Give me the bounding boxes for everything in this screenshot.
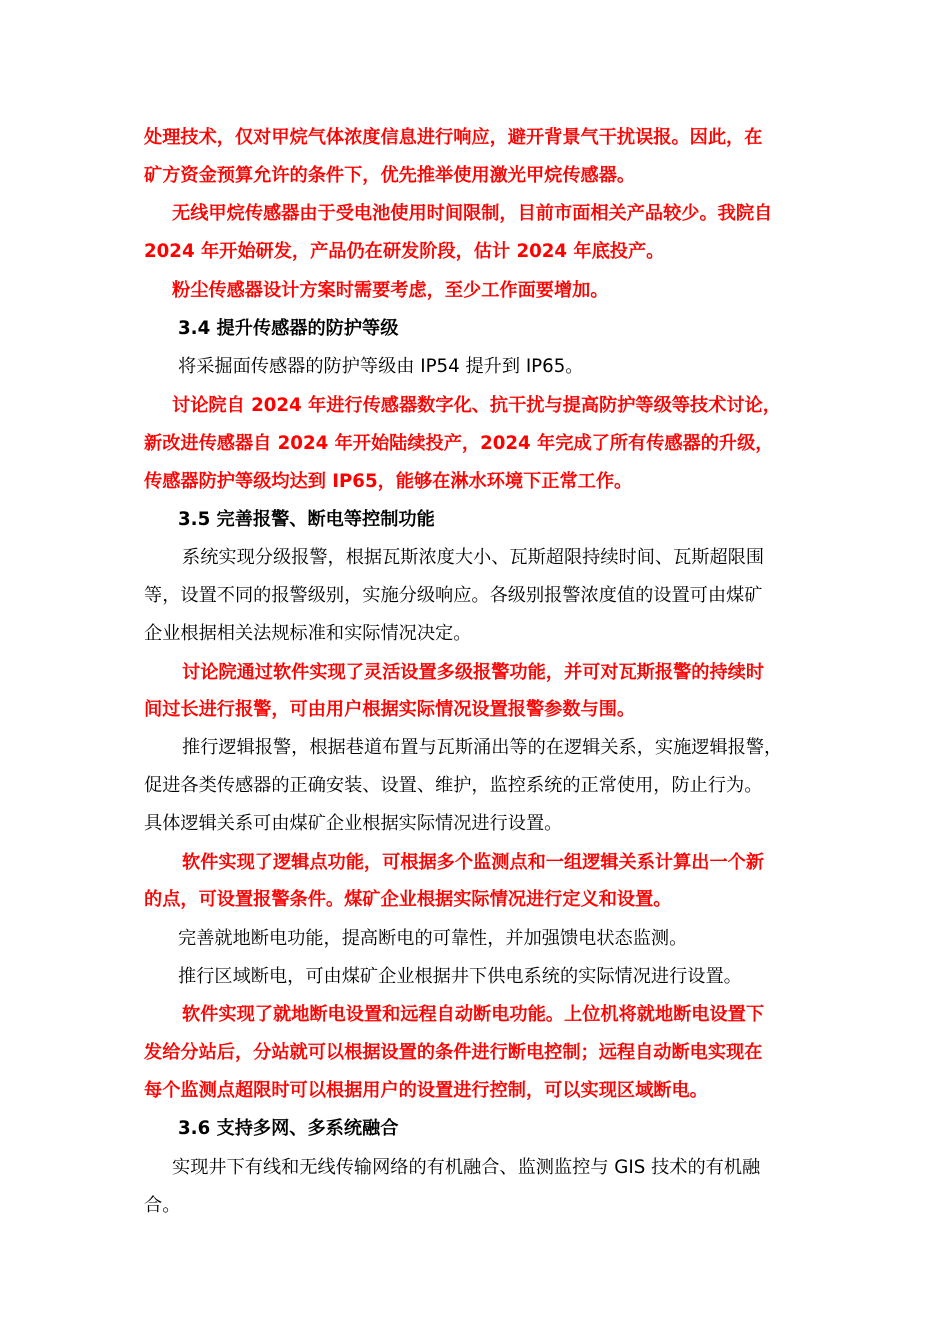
- para-laser-methane-line-2: 矿方资金预算允许的条件下，优先推举使用激光甲烷传感器。: [144, 165, 636, 186]
- para-protection-discussion-line-1: 讨论院自 2024 年进行传感器数字化、抗干扰与提高防护等级等技术讨论，: [172, 395, 781, 416]
- section-heading-3-6: 3.6 支持多网、多系统融合: [178, 1118, 399, 1139]
- para-graded-alarm-line-3: 企业根据相关法规标准和实际情况决定。: [144, 623, 472, 644]
- para-alarm-discussion-line-1: 讨论院通过软件实现了灵活设置多级报警功能，并可对瓦斯报警的持续时: [182, 662, 765, 683]
- para-alarm-discussion-line-2: 间过长进行报警，可由用户根据实际情况设置报警参数与围。: [144, 699, 636, 720]
- para-logic-point-line-1: 软件实现了逻辑点功能，可根据多个监测点和一组逻辑关系计算出一个新: [182, 852, 765, 873]
- para-power-cut-software-line-1: 软件实现了就地断电设置和远程自动断电功能。上位机将就地断电设置下: [182, 1004, 765, 1025]
- para-power-cut-software-line-2: 发给分站后，分站就可以根据设置的条件进行断电控制；远程自动断电实现在: [144, 1042, 763, 1063]
- para-protection-discussion-line-2: 新改进传感器自 2024 年开始陆续投产，2024 年完成了所有传感器的升级，: [144, 433, 774, 454]
- para-local-power-cut: 完善就地断电功能，提高断电的可靠性，并加强馈电状态监测。: [178, 928, 688, 949]
- para-network-fusion-line-2: 合。: [144, 1195, 181, 1216]
- para-power-cut-software-line-3: 每个监测点超限时可以根据用户的设置进行控制，可以实现区域断电。: [144, 1080, 708, 1101]
- para-logic-point-line-2: 的点，可设置报警条件。煤矿企业根据实际情况进行定义和设置。: [144, 889, 672, 910]
- para-graded-alarm-line-1: 系统实现分级报警，根据瓦斯浓度大小、瓦斯超限持续时间、瓦斯超限围: [182, 547, 765, 568]
- para-graded-alarm-line-2: 等，设置不同的报警级别，实施分级响应。各级别报警浓度值的设置可由煤矿: [144, 585, 763, 606]
- para-wireless-sensor-line-2: 2024 年开始研发，产品仍在研发阶段，估计 2024 年底投产。: [144, 241, 665, 262]
- section-heading-3-4: 3.4 提升传感器的防护等级: [178, 318, 399, 339]
- para-area-power-cut: 推行区域断电，可由煤矿企业根据井下供电系统的实际情况进行设置。: [178, 966, 742, 987]
- para-network-fusion-line-1: 实现井下有线和无线传输网络的有机融合、监测监控与 GIS 技术的有机融: [172, 1157, 761, 1178]
- para-protection-level: 将采掘面传感器的防护等级由 IP54 提升到 IP65。: [178, 356, 584, 377]
- para-dust-sensor: 粉尘传感器设计方案时需要考虑，至少工作面要增加。: [172, 280, 609, 301]
- para-laser-methane-line-1: 处理技术，仅对甲烷气体浓度信息进行响应，避开背景气干扰误报。因此，在: [144, 127, 763, 148]
- para-logic-alarm-line-1: 推行逻辑报警，根据巷道布置与瓦斯涌出等的在逻辑关系，实施逻辑报警，: [182, 737, 783, 758]
- para-logic-alarm-line-2: 促进各类传感器的正确安装、设置、维护，监控系统的正常使用，防止行为。: [144, 775, 763, 796]
- para-wireless-sensor-line-1: 无线甲烷传感器由于受电池使用时间限制，目前市面相关产品较少。我院自: [172, 203, 773, 224]
- para-protection-discussion-line-3: 传感器防护等级均达到 IP65，能够在淋水环境下正常工作。: [144, 471, 633, 492]
- para-logic-alarm-line-3: 具体逻辑关系可由煤矿企业根据实际情况进行设置。: [144, 813, 563, 834]
- section-heading-3-5: 3.5 完善报警、断电等控制功能: [178, 509, 435, 530]
